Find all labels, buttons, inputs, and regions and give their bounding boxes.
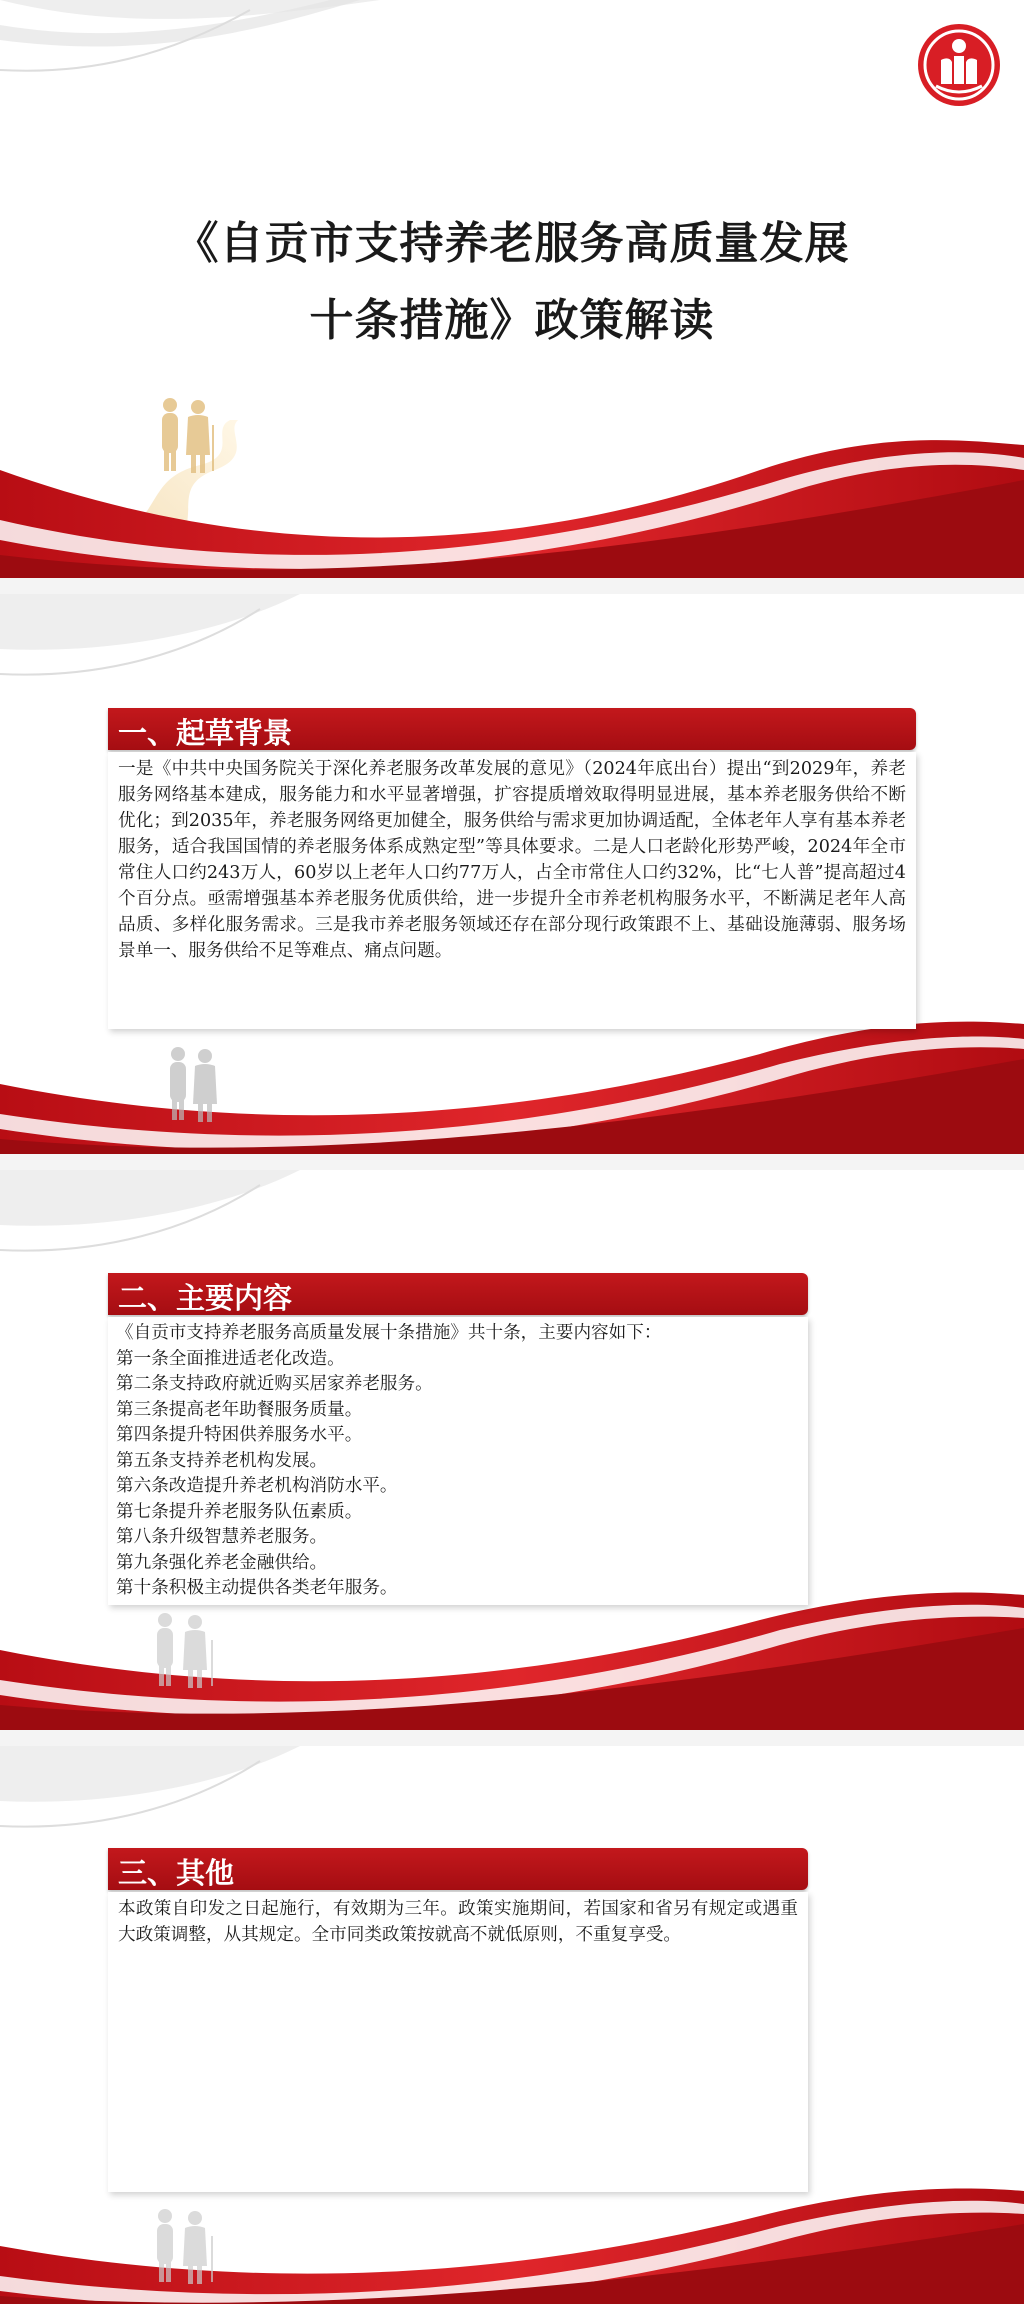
section2-intro: 《自贡市支持养老服务高质量发展十条措施》共十条，主要内容如下： [116,1323,662,1343]
section3-content-box [108,1892,808,2192]
list-item: 第一条全面推进适老化改造。 [116,1348,345,1369]
section1-slide [0,594,1024,1154]
list-item: 第六条改造提升养老机构消防水平。 [116,1476,398,1496]
list-item: 第三条提高老年助餐服务质量。 [116,1399,363,1420]
section2-content-box [108,1317,808,1605]
list-item: 第二条支持政府就近购买居家养老服务。 [116,1374,433,1394]
list-item: 第九条强化养老金融供给。 [116,1552,328,1573]
list-item: 第十条积极主动提供各类老年服务。 [116,1578,398,1598]
list-item: 第八条升级智慧养老服务。 [116,1527,328,1547]
section3-body: 本政策自印发之日起施行，有效期为三年。政策实施期间，若国家和省另有规定或遇重大政策调整，从其规定。全市同类政策按就高不就低原则，不重复享受。 [118,1899,798,1945]
civil-affairs-logo-icon [916,22,1002,108]
list-item: 第四条提升特困供养服务水平。 [116,1425,363,1445]
list-item: 第五条支持养老机构发展。 [116,1450,328,1471]
section3-heading-bar [108,1848,808,1890]
section3-heading: 三、其他 [118,1856,235,1890]
cover-title-line1: 《自贡市支持养老服务高质量发展 [174,218,850,269]
section1-heading-bar [108,708,916,750]
section1-heading: 一、起草背景 [118,716,293,750]
slide-gap [0,1154,1024,1170]
cover-slide [0,0,1024,578]
section1-content-box [108,752,916,1029]
slide-gap [0,578,1024,594]
section2-heading: 二、主要内容 [118,1281,293,1315]
elderly-couple-icon [150,395,230,475]
cover-title-line2: 十条措施》政策解读 [309,295,715,346]
slide-gap [0,1730,1024,1746]
section1-body: 一是《中共中央国务院关于深化养老服务改革发展的意见》（2024年底出台）提出“到2029年，养老服务网络基本建成，服务能力和水平显著增强，扩容提质增效取得明显进展，基本养老服务供给不断优化；到2035年，养老服务网络更加健全，服务供给与需求更加协调适配，全体老年人享有基本养老服务，适合我国国情的养老服务体系成熟定型”等具体要求。二是人口老龄化形势严峻，2024年全市常住人口约243万人，60岁以上老年人口约77万人，占全市常住人口约32%，比“七人普”提高超过4个百分点。亟需增强基本养老服务优质供给，进一步提升全市养老机构服务水平，不断满足老年人高品质、多样化服务需求。三是我市养老服务领域还存在部分现行政策跟不上、基础设施薄弱、服务场景单一、服务供给不足等难点、痛点问题。 [118,759,906,961]
section3-slide [0,1746,1024,2304]
elderly-couple-icon [145,2206,235,2286]
section2-slide [0,1170,1024,1730]
section2-heading-bar [108,1273,808,1315]
list-item: 第七条提升养老服务队伍素质。 [116,1501,363,1522]
elderly-couple-icon [145,1610,235,1690]
elderly-couple-icon [160,1044,230,1124]
